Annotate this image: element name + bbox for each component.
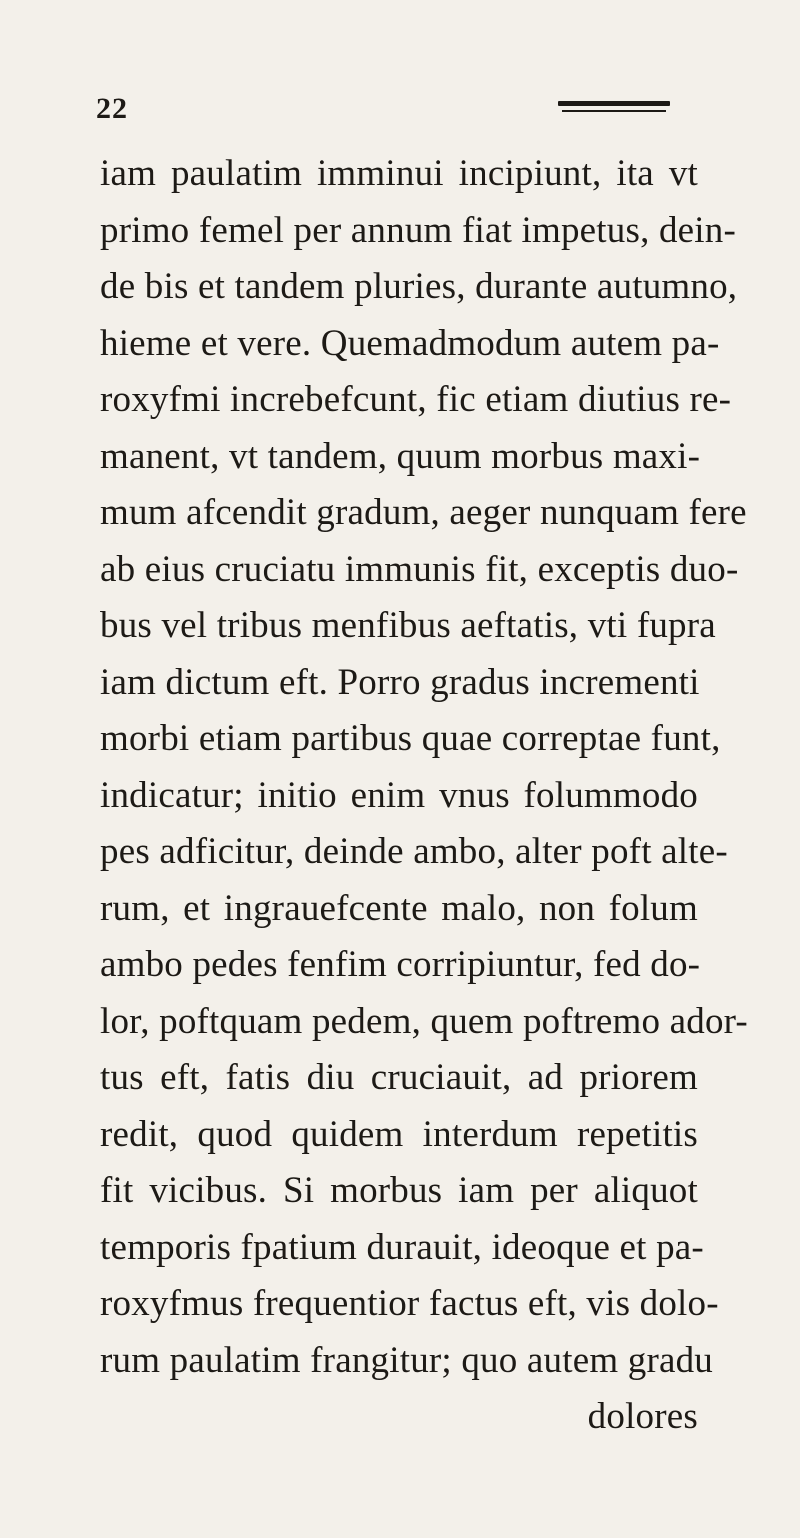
- page-number: 22: [96, 92, 128, 125]
- text-line: indicatur; initio enim vnus folummodo: [100, 774, 698, 816]
- text-line: lor, poftquam pedem, quem poftremo ador-: [100, 1000, 748, 1042]
- header-rule: [558, 101, 670, 113]
- text-line: morbi etiam partibus quae correptae funt,: [100, 718, 721, 759]
- text-line: rum paulatim frangitur; quo autem gradu: [100, 1339, 713, 1381]
- text-line: tus eft, fatis diu cruciauit, ad priorem: [100, 1057, 698, 1098]
- text-line: pes adficitur, deinde ambo, alter poft alte-: [100, 831, 728, 872]
- text-line: primo femel per annum fiat impetus, dein-: [100, 209, 736, 251]
- text-line: roxyfmi increbefcunt, fic etiam diutius re-: [100, 379, 732, 420]
- text-line: bus vel tribus menfibus aeftatis, vti fupra: [100, 605, 716, 646]
- catchword: dolores: [587, 1396, 698, 1437]
- text-line: ab eius cruciatu immunis fit, exceptis duo-: [100, 548, 739, 590]
- text-line: manent, vt tandem, quum morbus maxi-: [100, 435, 701, 477]
- body-text: [100, 146, 748, 1446]
- text-line: roxyfmus frequentior factus eft, vis dolo-: [100, 1283, 719, 1324]
- text-line: iam dictum eft. Porro gradus incrementi: [100, 661, 700, 703]
- text-line: fit vicibus. Si morbus iam per aliquot: [100, 1170, 698, 1211]
- text-line: mum afcendit gradum, aeger nunquam fere: [100, 492, 747, 533]
- text-line: temporis fpatium durauit, ideoque et pa-: [100, 1226, 704, 1268]
- header-rule-thick: [558, 101, 670, 106]
- text-line: ambo pedes fenfim corripiuntur, fed do-: [100, 944, 701, 985]
- text-line: redit, quod quidem interdum repetitis: [100, 1113, 698, 1155]
- text-line: iam paulatim imminui incipiunt, ita vt: [100, 153, 698, 194]
- text-line: rum, et ingrauefcente malo, non folum: [100, 887, 698, 929]
- text-line: hieme et vere. Quemadmodum autem pa-: [100, 322, 720, 364]
- header-rule-thin: [562, 110, 666, 112]
- text-line: de bis et tandem pluries, durante autumno,: [100, 266, 738, 307]
